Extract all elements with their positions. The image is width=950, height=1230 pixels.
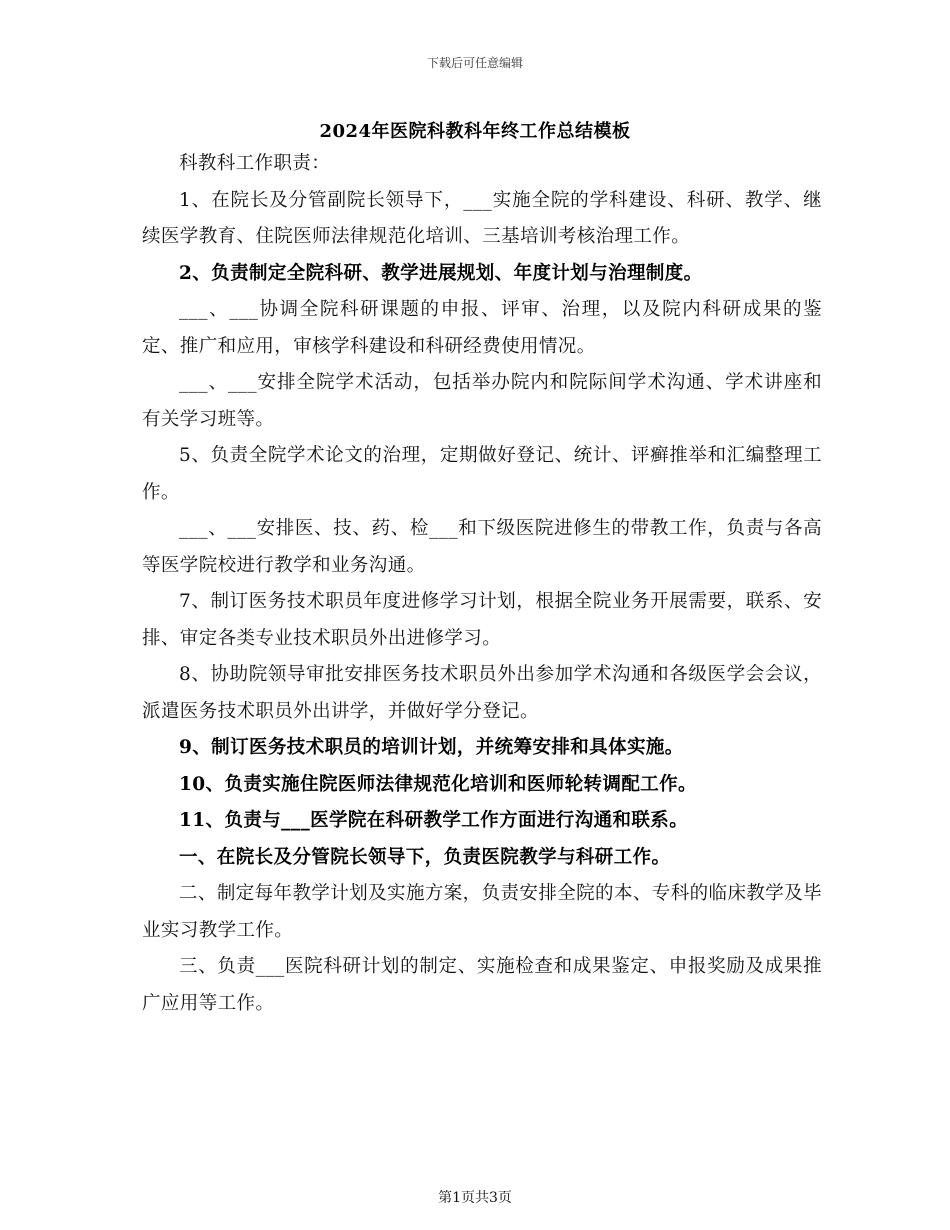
paragraph-item-9: 9、制订医务技术职员的培训计划，并统筹安排和具体实施。 (179, 737, 684, 758)
paragraph-item-7: 7、制订医务技术职员年度进修学习计划，根据全院业务开展需要，联系、安排、审定各类专业技术职员外出进修学习。 (142, 591, 822, 649)
paragraph-item-1: 1、在院长及分管副院长领导下，___实施全院的学科建设、科研、教学、继续医学教育、住院医师法律规范化培训、三基培训考核治理工作。 (142, 189, 822, 247)
paragraph-item-3: ___、___协调全院科研课题的申报、评审、治理，以及院内科研成果的鉴定、推广和应用，审核学科建设和科研经费使用情况。 (142, 299, 822, 357)
paragraph-point-1: 一、在院长及分管院长领导下，负责医院教学与科研工作。 (179, 846, 671, 868)
paragraph-item-2: 2、负责制定全院科研、教学进展规划、年度计划与治理制度。 (179, 262, 703, 284)
paragraph-item-10: 10、负责实施住院医师法律规范化培训和医师轮转调配工作。 (179, 773, 697, 795)
paragraph-item-5: 5、负责全院学术论文的治理，定期做好登记、统计、评癣推举和汇编整理工作。 (142, 445, 822, 503)
paragraph-item-11: 11、负责与___医学院在科研教学工作方面进行沟通和联系。 (179, 810, 689, 831)
document-body (142, 146, 822, 1022)
paragraph-item-8: 8、协助院领导审批安排医务技术职员外出参加学术沟通和各级医学会会议，派遣医务技术职员外出讲学，并做好学分登记。 (142, 664, 822, 722)
header-note: 下载后可任意编辑 (426, 56, 523, 70)
page-footer: 第1页共3页 (438, 1190, 512, 1206)
paragraph-point-2: 二、制定每年教学计划及实施方案，负责安排全院的本、专科的临床教学及毕业实习教学工作。 (142, 883, 822, 941)
paragraph-item-4: ___、___安排全院学术活动，包括举办院内和院际间学术沟通、学术讲座和有关学习班等。 (142, 372, 822, 430)
paragraph-section-heading: 科教科工作职责： (179, 153, 331, 174)
paragraph-item-6: ___、___安排医、技、药、检___和下级医院进修生的带教工作，负责与各高等医学院校进行教学和业务沟通。 (142, 518, 822, 576)
paragraph-point-3: 三、负责___医院科研计划的制定、实施检查和成果鉴定、申报奖励及成果推广应用等工作。 (142, 956, 822, 1014)
document-title: 2024年医院科教科年终工作总结模板 (319, 121, 631, 142)
